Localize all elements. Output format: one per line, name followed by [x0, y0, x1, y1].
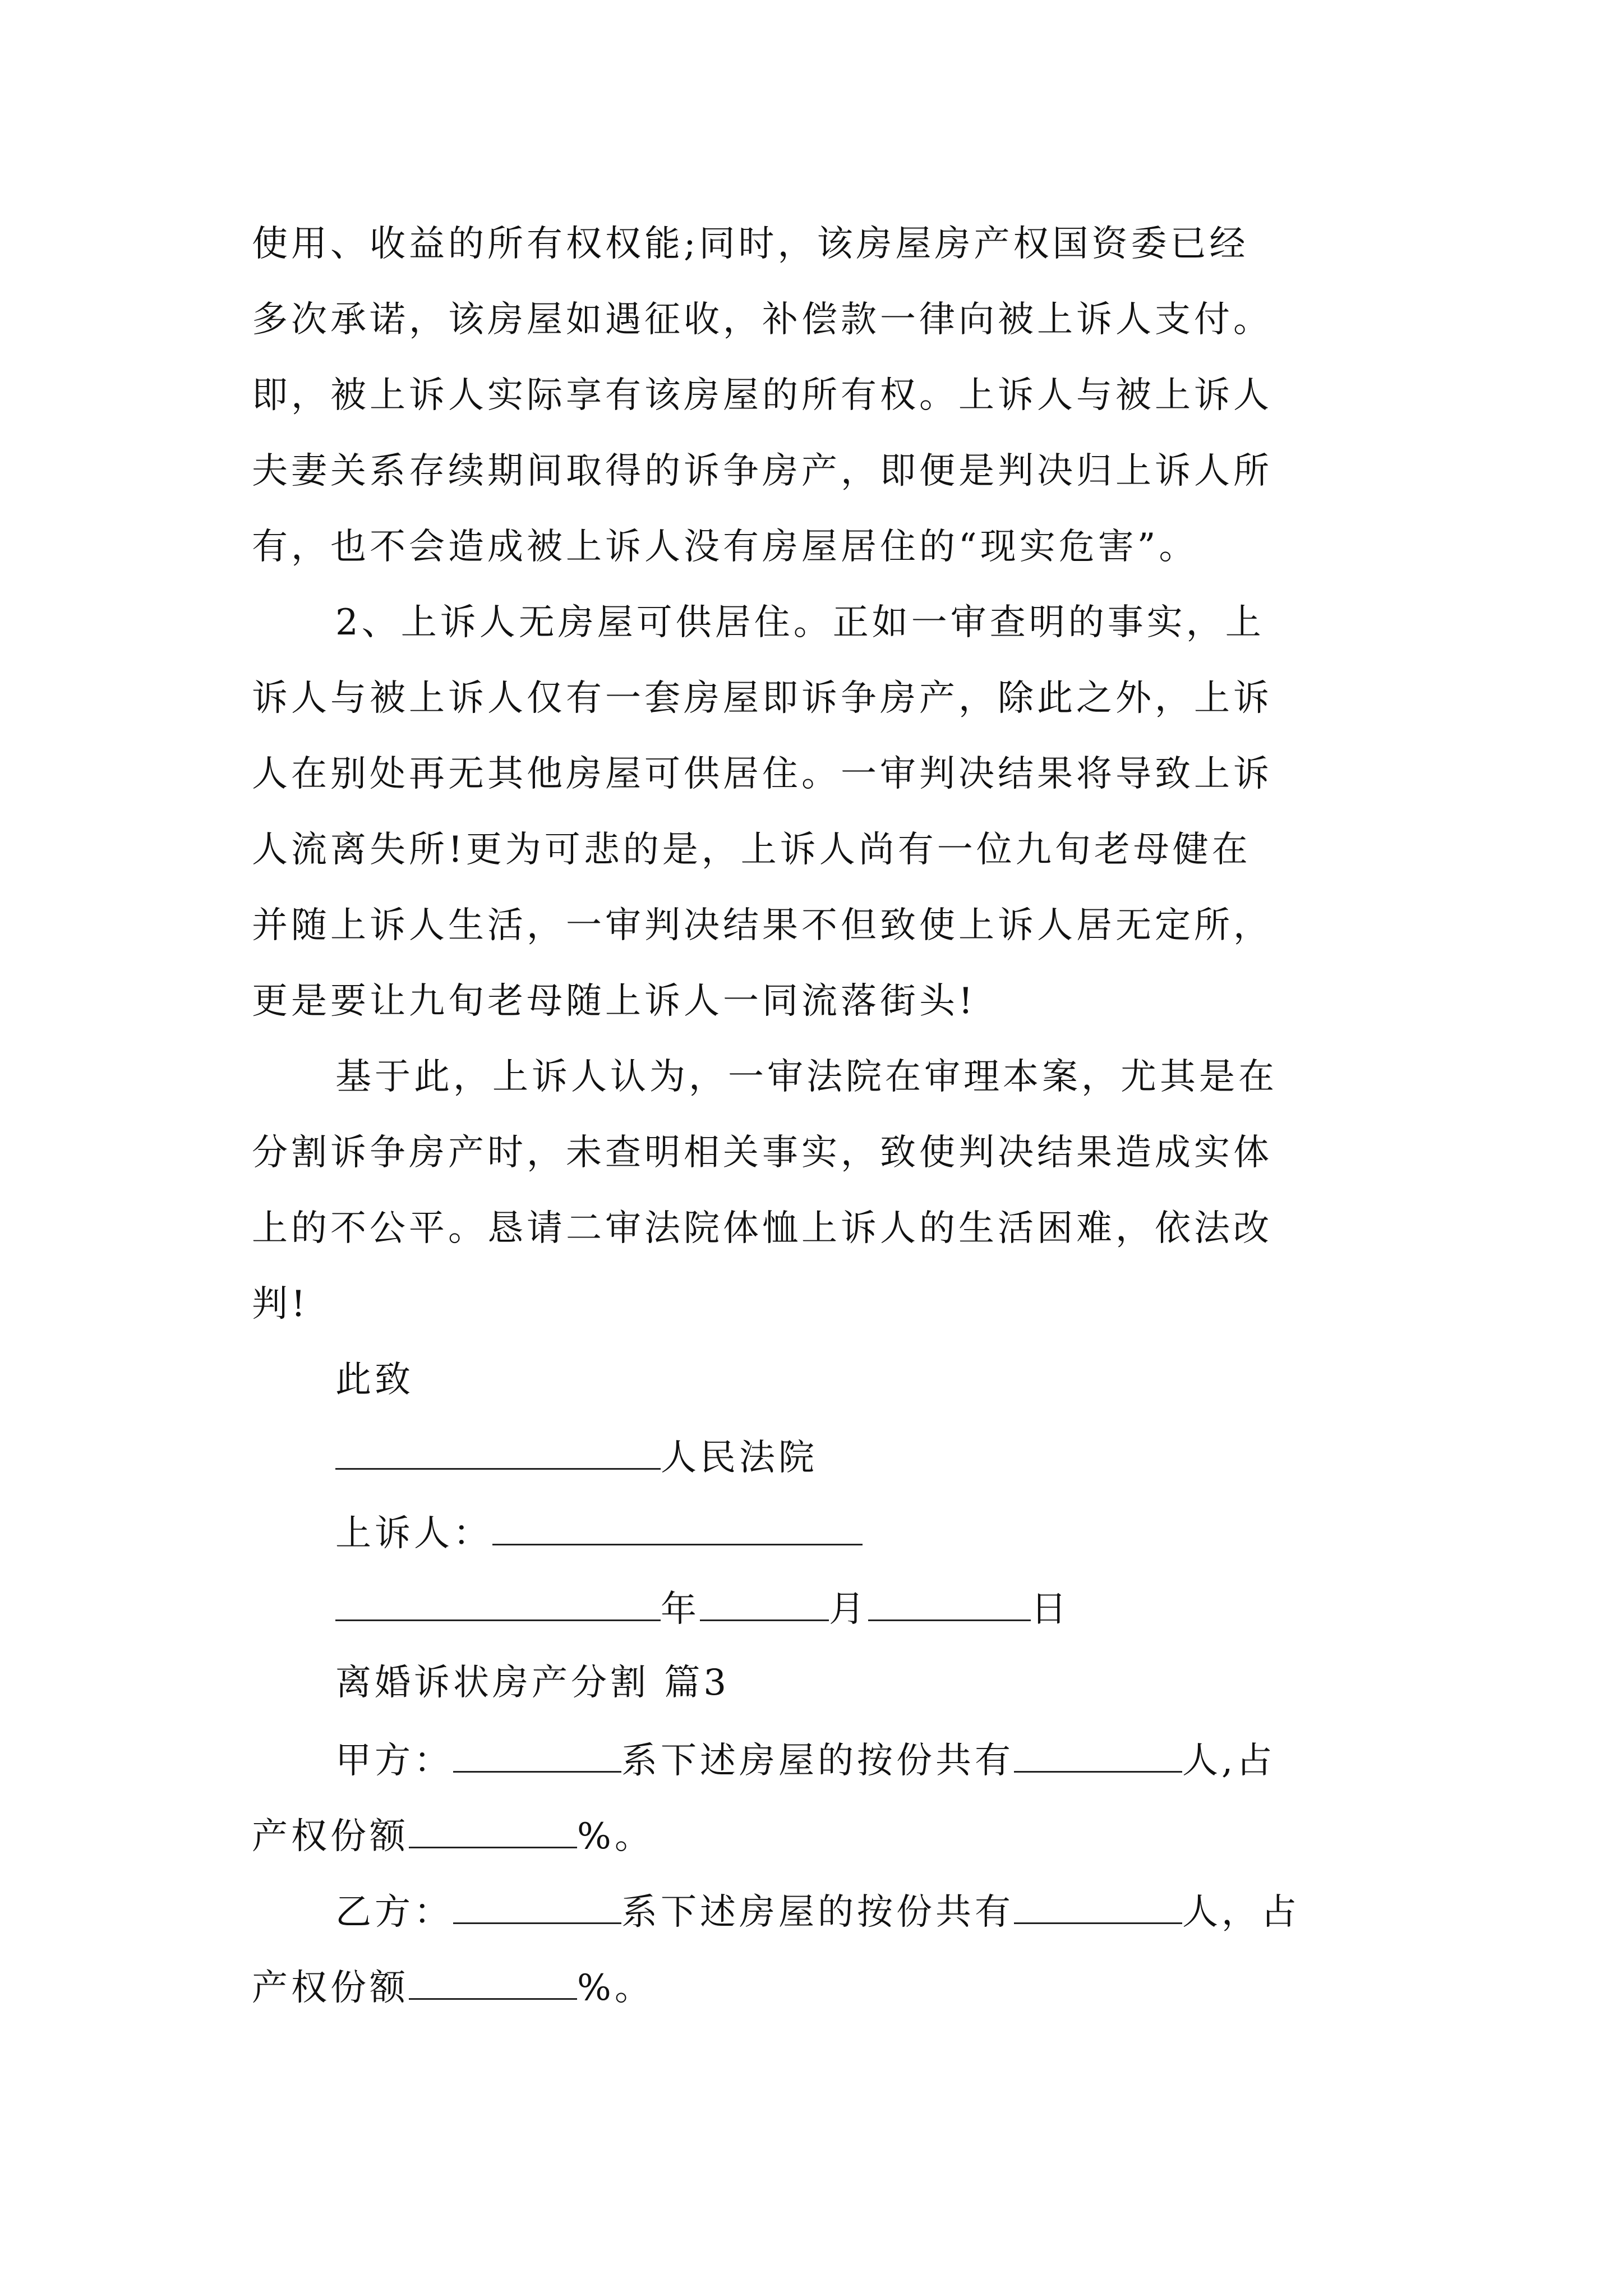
salutation: 此致 [335, 1359, 414, 1401]
appellant-line [335, 1509, 863, 1554]
party-a-share-suffix: %。 [577, 1816, 654, 1857]
party-b-count-blank[interactable] [1014, 1888, 1182, 1924]
day-label: 日 [1031, 1589, 1070, 1630]
party-b-label: 乙方： [335, 1892, 453, 1933]
party-b-share-blank[interactable] [409, 1963, 577, 2000]
paragraph-line: 人流离失所!更为可悲的是，上诉人尚有一位九旬老母健在 [252, 829, 1251, 871]
paragraph-line: 2、上诉人无房屋可供居住。正如一审查明的事实，上 [335, 602, 1265, 643]
court-suffix: 人民法院 [661, 1437, 818, 1479]
party-a-after: 人,占 [1182, 1740, 1276, 1782]
party-a-share-line [252, 1812, 654, 1857]
court-line [335, 1433, 818, 1478]
paragraph-line: 上的不公平。恳请二审法院体恤上诉人的生活困难，依法改 [252, 1208, 1272, 1249]
party-b-name-blank[interactable] [453, 1888, 621, 1924]
party-b-line [335, 1888, 1300, 1932]
party-b-after: 人，占 [1182, 1892, 1300, 1933]
party-b-share-line [252, 1963, 654, 2008]
party-a-line [335, 1736, 1275, 1781]
day-blank[interactable] [868, 1585, 1031, 1621]
party-a-label: 甲方： [335, 1740, 453, 1782]
paragraph-line: 夫妻关系存续期间取得的诉争房产，即便是判决归上诉人所 [252, 450, 1272, 492]
party-a-middle: 系下述房屋的按份共有 [621, 1740, 1014, 1782]
month-label: 月 [829, 1589, 868, 1630]
party-a-count-blank[interactable] [1014, 1736, 1182, 1773]
court-name-blank[interactable] [335, 1433, 661, 1470]
party-b-share-suffix: %。 [577, 1967, 654, 2009]
paragraph-line: 即，被上诉人实际享有该房屋的所有权。上诉人与被上诉人 [252, 375, 1272, 416]
paragraph-line: 判! [252, 1283, 309, 1325]
paragraph-line: 人在别处再无其他房屋可供居住。一审判决结果将导致上诉 [252, 753, 1272, 795]
paragraph-line: 诉人与被上诉人仅有一套房屋即诉争房产，除此之外，上诉 [252, 678, 1272, 719]
year-label: 年 [661, 1589, 700, 1630]
paragraph-line: 使用、收益的所有权权能;同时，该房屋房产权国资委已经 [252, 223, 1249, 265]
party-a-share-blank[interactable] [409, 1812, 577, 1848]
party-a-share-prefix: 产权份额 [252, 1816, 409, 1857]
appellant-label: 上诉人： [335, 1513, 492, 1554]
paragraph-line: 分割诉争房产时，未查明相关事实，致使判决结果造成实体 [252, 1132, 1272, 1174]
paragraph-line: 并随上诉人生活，一审判决结果不但致使上诉人居无定所， [252, 905, 1272, 946]
year-blank[interactable] [335, 1585, 661, 1621]
party-b-share-prefix: 产权份额 [252, 1967, 409, 2009]
section-title: 离婚诉状房产分割 篇3 [335, 1662, 730, 1704]
paragraph-line: 基于此，上诉人认为，一审法院在审理本案，尤其是在 [335, 1056, 1278, 1098]
month-blank[interactable] [700, 1585, 829, 1621]
date-line [335, 1585, 1070, 1630]
appellant-signature-blank[interactable] [492, 1509, 863, 1545]
paragraph-line: 多次承诺，该房屋如遇征收，补偿款一律向被上诉人支付。 [252, 299, 1272, 341]
paragraph-line: 有，也不会造成被上诉人没有房屋居住的“现实危害”。 [252, 526, 1198, 568]
party-a-name-blank[interactable] [453, 1736, 621, 1773]
party-b-middle: 系下述房屋的按份共有 [621, 1892, 1014, 1933]
paragraph-line: 更是要让九旬老母随上诉人一同流落街头! [252, 981, 976, 1022]
